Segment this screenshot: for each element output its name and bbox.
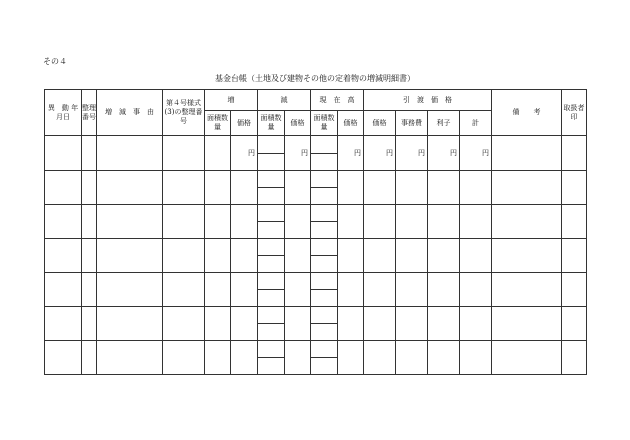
cell: [492, 171, 562, 205]
cell: [311, 273, 338, 290]
cell: [338, 171, 364, 205]
cell: [163, 205, 205, 239]
cell: [311, 188, 338, 205]
cell: [338, 273, 364, 307]
table-row: [45, 341, 587, 358]
cell: [285, 239, 311, 273]
cell: [163, 239, 205, 273]
cell: [562, 341, 587, 375]
unit-label: 円: [428, 136, 460, 171]
cell: [396, 205, 428, 239]
header-decrease: 減: [258, 90, 311, 111]
cell: [460, 205, 492, 239]
cell: [258, 222, 285, 239]
document-title: 基金台帳（土地及び建物その他の定着物の増減明細書）: [215, 74, 415, 83]
table-row: [45, 273, 587, 290]
form-id: その４: [43, 57, 67, 66]
cell: [562, 239, 587, 273]
cell: [396, 273, 428, 307]
header-date: 異 動 年月日: [45, 90, 82, 136]
cell: [97, 205, 163, 239]
cell: [338, 205, 364, 239]
cell: [163, 307, 205, 341]
cell: [285, 273, 311, 307]
cell: [258, 136, 285, 171]
cell: [97, 307, 163, 341]
cell: [82, 171, 97, 205]
cell: [163, 273, 205, 307]
cell: [231, 273, 258, 307]
cell: [311, 341, 338, 358]
cell: [562, 171, 587, 205]
cell: [311, 205, 338, 222]
header-handler-seal: 取扱者印: [562, 90, 587, 136]
cell: [338, 307, 364, 341]
header-org-number: 整理番号: [82, 90, 97, 136]
cell: [492, 273, 562, 307]
cell: [311, 290, 338, 307]
cell: [82, 205, 97, 239]
cell: [45, 307, 82, 341]
table-row: [45, 239, 587, 256]
cell: [311, 222, 338, 239]
cell: [311, 324, 338, 341]
unit-label: 円: [364, 136, 396, 171]
cell: [82, 239, 97, 273]
cell: [45, 239, 82, 273]
cell: [163, 341, 205, 375]
cell: [205, 205, 231, 239]
header-increase-area: 面積数量: [205, 111, 231, 136]
cell: [97, 136, 163, 171]
cell: [285, 307, 311, 341]
cell: [205, 136, 231, 171]
cell: [82, 341, 97, 375]
cell: [396, 171, 428, 205]
cell: [258, 256, 285, 273]
cell: [428, 171, 460, 205]
cell: [205, 171, 231, 205]
cell: [364, 341, 396, 375]
table-row: [45, 205, 587, 222]
cell: [82, 136, 97, 171]
cell: [562, 307, 587, 341]
cell: [311, 307, 338, 324]
cell: [460, 239, 492, 273]
cell: [45, 171, 82, 205]
cell: [338, 341, 364, 375]
cell: [396, 341, 428, 375]
cell: [396, 239, 428, 273]
header-current-area: 面積数量: [311, 111, 338, 136]
cell: [163, 136, 205, 171]
header-transfer-price: 引 渡 価 格: [364, 90, 492, 111]
header-increase: 増: [205, 90, 258, 111]
cell: [163, 171, 205, 205]
cell: [396, 307, 428, 341]
cell: [258, 341, 285, 358]
header-current: 現 在 高: [311, 90, 364, 111]
cell: [562, 273, 587, 307]
cell: [205, 273, 231, 307]
header-total: 計: [460, 111, 492, 136]
unit-label: 円: [396, 136, 428, 171]
table-row: [45, 136, 587, 171]
header-current-price: 価格: [338, 111, 364, 136]
header-transfer-price-sub: 価格: [364, 111, 396, 136]
cell: [258, 205, 285, 222]
cell: [231, 239, 258, 273]
cell: [364, 171, 396, 205]
cell: [45, 341, 82, 375]
table-row: [45, 171, 587, 188]
unit-label: 円: [231, 136, 258, 171]
cell: [492, 341, 562, 375]
cell: [428, 341, 460, 375]
cell: [338, 239, 364, 273]
cell: [97, 273, 163, 307]
cell: [258, 273, 285, 290]
cell: [285, 341, 311, 375]
cell: [82, 273, 97, 307]
cell: [285, 205, 311, 239]
cell: [231, 171, 258, 205]
header-decrease-area: 面積数量: [258, 111, 285, 136]
cell: [460, 307, 492, 341]
cell: [97, 239, 163, 273]
cell: [311, 358, 338, 375]
unit-label: 円: [460, 136, 492, 171]
header-form-ref: 第４号様式(3)の整理番号: [163, 90, 205, 136]
table-row: [45, 307, 587, 324]
cell: [205, 239, 231, 273]
cell: [97, 171, 163, 205]
cell: [45, 136, 82, 171]
cell: [311, 239, 338, 256]
cell: [364, 307, 396, 341]
cell: [460, 341, 492, 375]
cell: [311, 256, 338, 273]
unit-label: 円: [285, 136, 311, 171]
cell: [45, 273, 82, 307]
unit-label: 円: [338, 136, 364, 171]
cell: [258, 324, 285, 341]
cell: [492, 239, 562, 273]
cell: [460, 273, 492, 307]
cell: [258, 290, 285, 307]
cell: [364, 205, 396, 239]
cell: [258, 358, 285, 375]
cell: [231, 205, 258, 239]
cell: [231, 341, 258, 375]
header-row-1: [45, 90, 587, 111]
cell: [82, 307, 97, 341]
cell: [428, 205, 460, 239]
cell: [492, 307, 562, 341]
cell: [205, 341, 231, 375]
cell: [428, 273, 460, 307]
cell: [460, 171, 492, 205]
cell: [562, 136, 587, 171]
cell: [205, 307, 231, 341]
cell: [311, 171, 338, 188]
cell: [285, 171, 311, 205]
cell: [428, 307, 460, 341]
table-body: [45, 171, 587, 375]
cell: [311, 136, 338, 171]
header-decrease-price: 価格: [285, 111, 311, 136]
cell: [364, 273, 396, 307]
header-interest: 利子: [428, 111, 460, 136]
header-increase-price: 価格: [231, 111, 258, 136]
cell: [45, 205, 82, 239]
cell: [97, 341, 163, 375]
cell: [562, 205, 587, 239]
cell: [364, 239, 396, 273]
cell: [258, 307, 285, 324]
cell: [258, 239, 285, 256]
cell: [258, 188, 285, 205]
cell: [492, 205, 562, 239]
cell: [231, 307, 258, 341]
header-remarks: 備 考: [492, 90, 562, 136]
ledger-table: [44, 89, 587, 375]
cell: [428, 239, 460, 273]
header-reason: 増 減 事 由: [97, 90, 163, 136]
header-office-cost: 事務費: [396, 111, 428, 136]
cell: [492, 136, 562, 171]
cell: [258, 171, 285, 188]
